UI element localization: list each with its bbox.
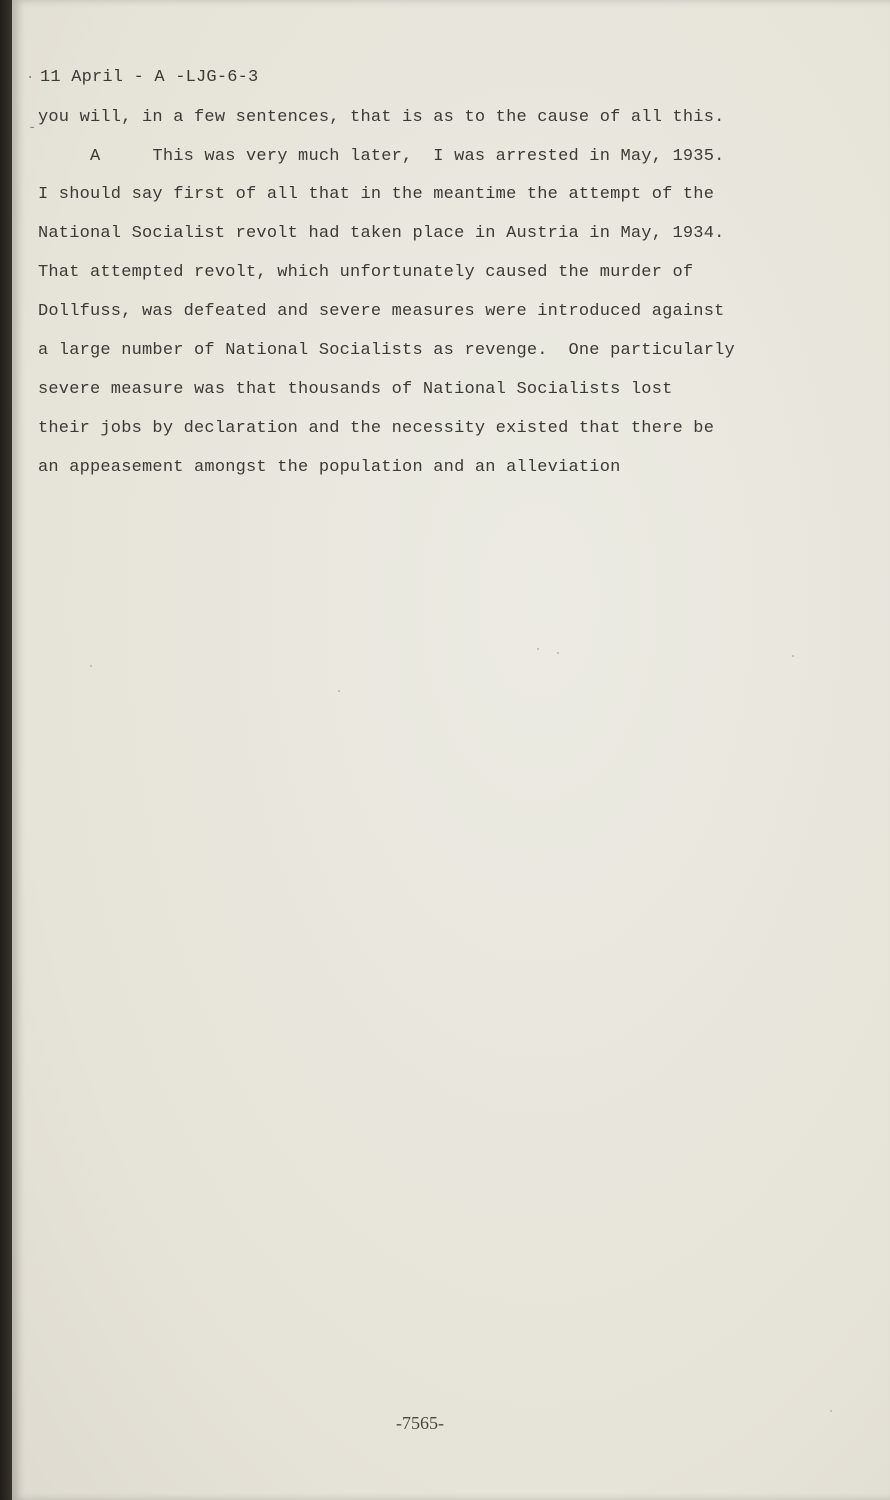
text-line: National Socialist revolt had taken place in Austria in May, 1934. <box>38 224 725 243</box>
text-line: you will, in a few sentences, that is as to the cause of all this. <box>38 108 725 127</box>
paper-speck <box>830 1410 832 1412</box>
text-line: I should say first of all that in the meantime the attempt of the <box>38 185 715 204</box>
text-line: an appeasement amongst the population and an alleviation <box>38 458 621 477</box>
text-line: severe measure was that thousands of National Socialists lost <box>38 380 673 399</box>
paper-speck <box>792 655 794 657</box>
document-header: 11 April - A -LJG-6-3 <box>40 68 259 87</box>
text-line: That attempted revolt, which unfortunately caused the murder of <box>38 263 694 282</box>
paper-speck <box>338 690 340 692</box>
paper-speck <box>557 652 559 654</box>
text-line: A This was very much later, I was arrested in May, 1935. <box>38 147 725 166</box>
text-line: their jobs by declaration and the necessity existed that there be <box>38 419 715 438</box>
text-line: Dollfuss, was defeated and severe measures were introduced against <box>38 302 725 321</box>
margin-dot: · <box>26 70 35 86</box>
text-line: a large number of National Socialists as revenge. One particularly <box>38 341 735 360</box>
paper-speck <box>90 665 92 667</box>
paper-speck <box>537 648 539 650</box>
scan-edge <box>0 0 12 1500</box>
margin-dash: - <box>28 120 37 136</box>
document-page <box>12 0 890 1500</box>
page-number: -7565- <box>396 1413 444 1433</box>
